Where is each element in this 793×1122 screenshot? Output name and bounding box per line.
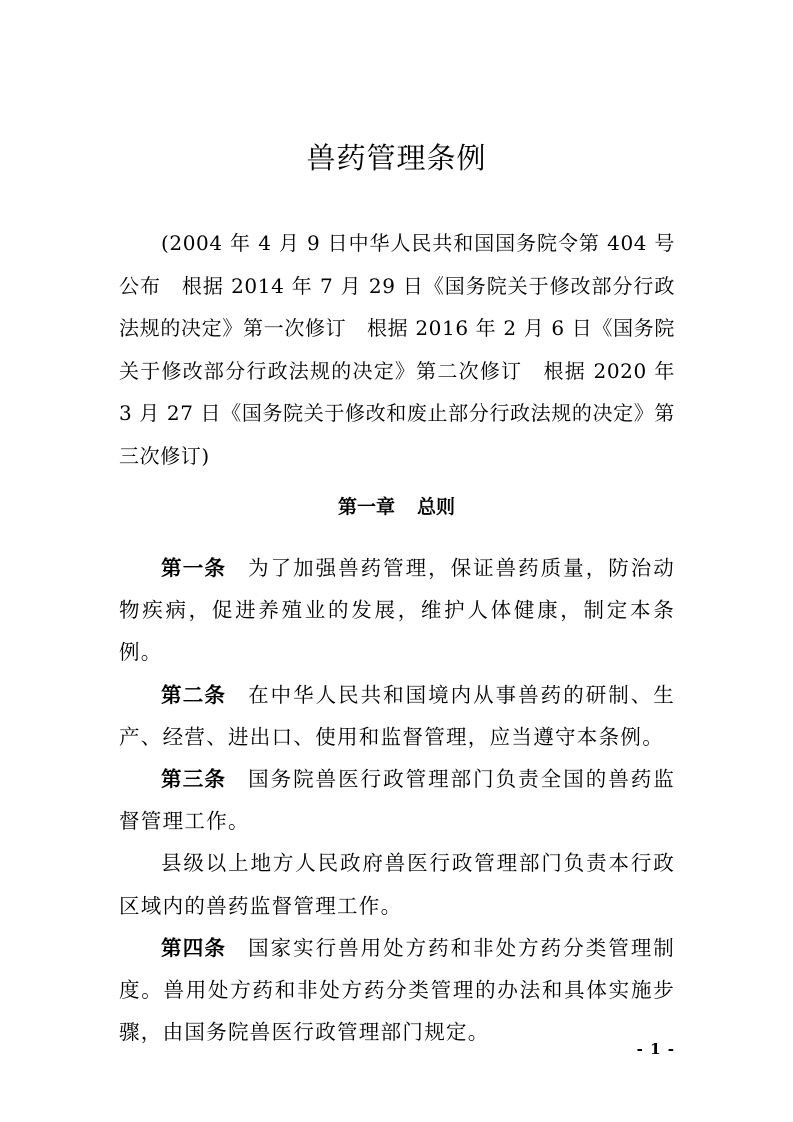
article-text: 为了加强兽药管理，保证兽药质量，防治动物疾病，促进养殖业的发展，维护人体健康，制定本条例。	[119, 556, 676, 665]
articles-body	[119, 547, 675, 1053]
chapter-heading	[0, 492, 793, 522]
article-text: 在中华人民共和国境内从事兽药的研制、生产、经营、进出口、使用和监督管理，应当遵守本条例。	[119, 682, 676, 749]
article-label: 第三条	[161, 767, 227, 792]
article-label: 第四条	[161, 935, 227, 960]
article-paragraph	[119, 758, 675, 842]
article-text: 国家实行兽用处方药和非处方药分类管理制度。兽用处方药和非处方药分类管理的办法和具体实施步骤，由国务院兽医行政管理部门规定。	[119, 935, 676, 1045]
article-paragraph	[119, 547, 675, 674]
article-label: 第二条	[161, 682, 227, 707]
page-number: - 1 -	[636, 1040, 675, 1058]
document-title: 兽药管理条例	[306, 141, 487, 175]
preamble-revision-history: (2004 年 4 月 9 日中华人民共和国国务院令第 404 号公布 根据 2014 年 7 月 29 日《国务院关于修改部分行政法规的决定》第一次修订 根据 2016 年 2 月 6 日《国务院关于修改部分行政法规的决定》第二次修订 根据 2020 年 3 月 27 日《国务院关于修改和废止部分行政法规的决定》第三次修订)	[119, 231, 675, 468]
article-text: 国务院兽医行政管理部门负责全国的兽药监督管理工作。	[119, 767, 676, 834]
article-text: 县级以上地方人民政府兽医行政管理部门负责本行政区域内的兽药监督管理工作。	[119, 851, 675, 918]
article-paragraph	[119, 674, 675, 758]
article-paragraph	[119, 842, 675, 926]
article-paragraph	[119, 927, 675, 1054]
chapter-name: 总则	[417, 496, 456, 518]
chapter-number: 第一章	[337, 496, 395, 518]
article-label: 第一条	[161, 556, 227, 580]
